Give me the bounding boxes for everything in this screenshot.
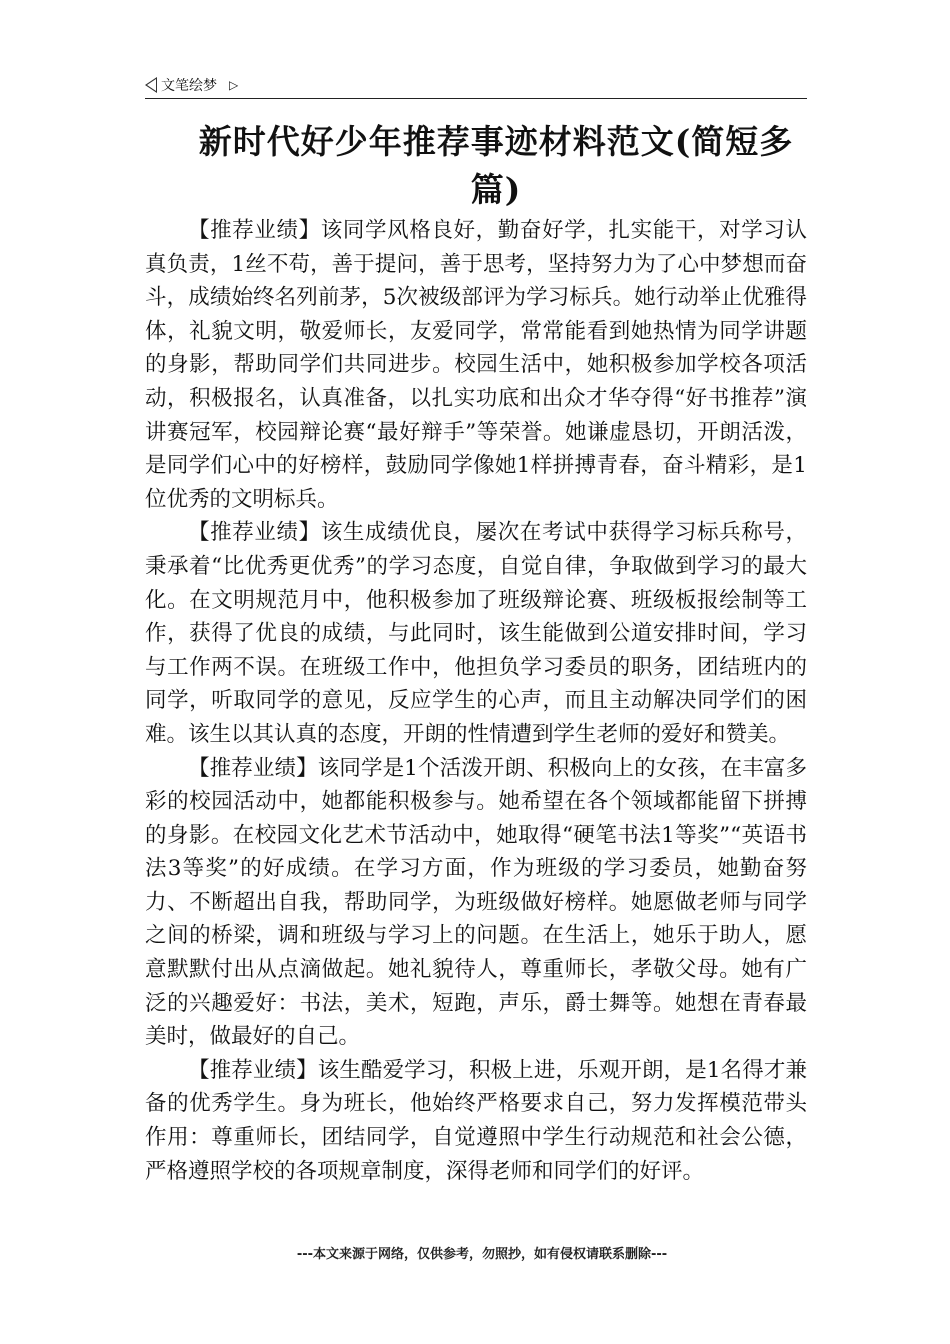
- document-body: [145, 214, 807, 1188]
- paragraph-4: 【推荐业绩】该生酷爱学习，积极上进，乐观开朗，是1名得才兼备的优秀学生。身为班长，他始终严格要求自己，努力发挥模范带头作用：尊重师长，团结同学，自觉遵照中学生行动规范和社会公德，严格遵照学校的各项规章制度，深得老师和同学们的好评。: [145, 1057, 807, 1184]
- paragraph-1: 【推荐业绩】该同学风格良好，勤奋好学，扎实能干，对学习认真负责，1丝不苟，善于提问，善于思考，坚持努力为了心中梦想而奋斗，成绩始终名列前茅，5次被级部评为学习标兵。她行动举止优雅得体，礼貌文明，敬爱师长，友爱同学，常常能看到她热情为同学讲题的身影，帮助同学们共同进步。校园生活中，她积极参加学校各项活动，积极报名，认真准备，以扎实功底和出众才华夺得“好书推荐”演讲赛冠军，校园辩论赛“最好辩手”等荣誉。她谦虚恳切，开朗活泼，是同学们心中的好榜样，鼓励同学像她1样拼搏青春，奋斗精彩，是1位优秀的文明标兵。: [145, 218, 807, 512]
- page-header: [145, 72, 807, 99]
- document-title: 新时代好少年推荐事迹材料范文(简短多篇): [198, 122, 794, 209]
- footer-notice: ---本文来源于网络，仅供参考，勿照抄，如有侵权请联系删除---: [296, 1247, 668, 1262]
- triangle-left-icon: [145, 77, 157, 93]
- paragraph-2: 【推荐业绩】该生成绩优良，屡次在考试中获得学习标兵称号，秉承着“比优秀更优秀”的学习态度，自觉自律，争取做到学习的最大化。在文明规范月中，他积极参加了班级辩论赛、班级板报绘制等工作，获得了优良的成绩，与此同时，该生能做到公道安排时间，学习与工作两不误。在班级工作中，他担负学习委员的职务，团结班内的同学，听取同学的意见，反应学生的心声，而且主动解决同学们的困难。该生以其认真的态度，开朗的性情遭到学生老师的爱好和赞美。: [145, 520, 807, 747]
- paragraph-3: 【推荐业绩】该同学是1个活泼开朗、积极向上的女孩，在丰富多彩的校园活动中，她都能积极参与。她希望在各个领域都能留下拼搏的身影。在校园文化艺术节活动中，她取得“硬笔书法1等奖”“英语书法3等奖”的好成绩。在学习方面，作为班级的学习委员，她勤奋努力、不断超出自我，帮助同学，为班级做好榜样。她愿做老师与同学之间的桥梁，调和班级与学习上的问题。在生活上，她乐于助人，愿意默默付出从点滴做起。她礼貌待人，尊重师长，孝敬父母。她有广泛的兴趣爱好：书法，美术，短跑，声乐，爵士舞等。她想在青春最美时，做最好的自己。: [145, 755, 807, 1050]
- header-brand: 文笔绘梦: [161, 78, 217, 94]
- triangle-right-icon: ▷: [229, 78, 239, 92]
